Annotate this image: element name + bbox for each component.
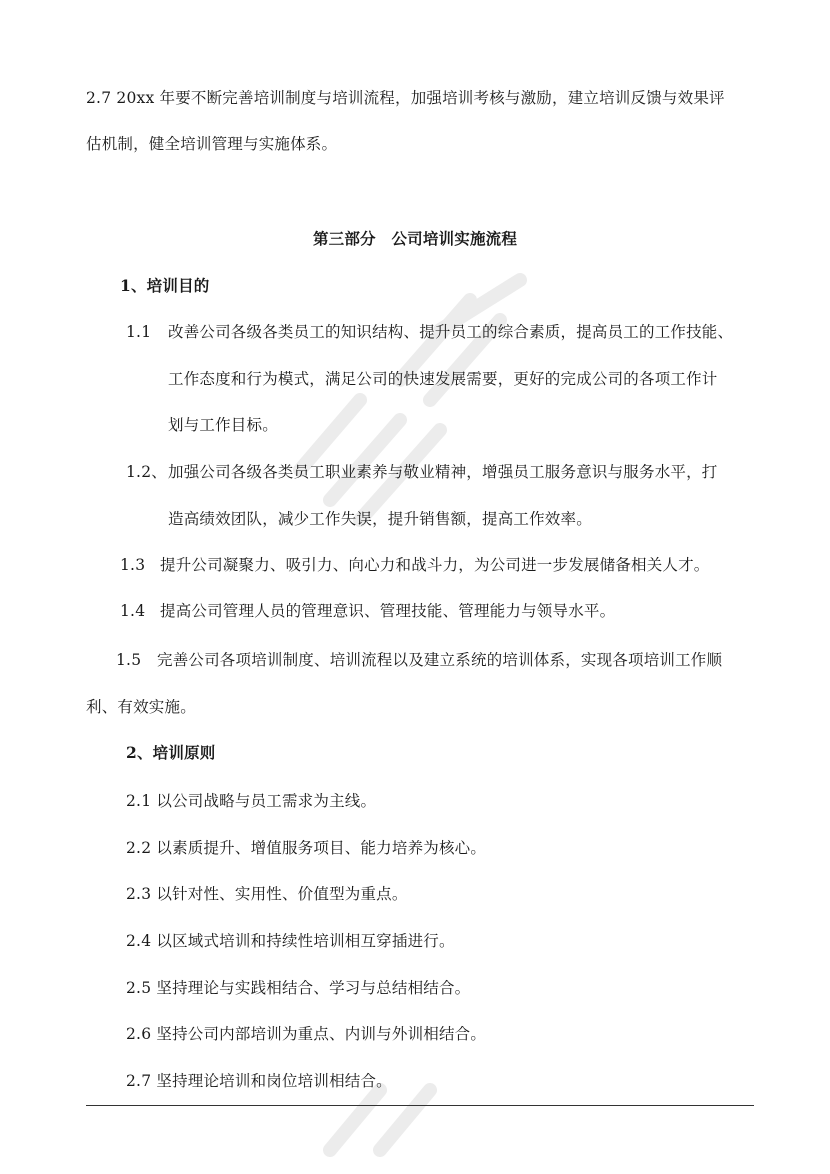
item-1-3-number: 1.3 — [120, 556, 146, 574]
item-1-4-line-1: 提高公司管理人员的管理意识、管理技能、管理能力与领导水平。 — [160, 602, 616, 620]
heading-training-principles: 2、培训原则 — [126, 743, 216, 762]
item-1-2-line-2: 造高绩效团队，减少工作失误，提升销售额，提高工作效率。 — [168, 510, 592, 528]
principle-2-7: 2.7 坚持理论培训和岗位培训相结合。 — [126, 1072, 392, 1090]
item-1-4-number: 1.4 — [120, 602, 146, 620]
item-1-2-number: 1.2、 — [126, 463, 167, 481]
item-1-5-line-1: 完善公司各项培训制度、培训流程以及建立系统的培训体系，实现各项培训工作顺 — [157, 651, 723, 669]
principle-2-6: 2.6 坚持公司内部培训为重点、内训与外训相结合。 — [126, 1025, 487, 1043]
principle-2-2: 2.2 以素质提升、增值服务项目、能力培养为核心。 — [126, 839, 487, 857]
item-1-1-number: 1.1 — [126, 323, 152, 341]
principle-2-3: 2.3 以针对性、实用性、价值型为重点。 — [126, 885, 408, 903]
item-1-3-line-1: 提升公司凝聚力、吸引力、向心力和战斗力，为公司进一步发展储备相关人才。 — [160, 556, 710, 574]
item-1-1-line-1: 改善公司各级各类员工的知识结构、提升员工的综合素质，提高员工的工作技能、 — [168, 323, 734, 341]
principle-2-4: 2.4 以区域式培训和持续性培训相互穿插进行。 — [126, 932, 455, 950]
heading-training-purpose: 1、培训目的 — [120, 276, 210, 295]
item-1-5-number: 1.5 — [116, 651, 142, 669]
principle-2-5: 2.5 坚持理论与实践相结合、学习与总结相结合。 — [126, 979, 471, 997]
item-1-2-line-1: 加强公司各级各类员工职业素养与敬业精神，增强员工服务意识与服务水平，打 — [168, 463, 718, 481]
section-title: 第三部分 公司培训实施流程 — [312, 229, 518, 248]
item-1-5-line-2: 利、有效实施。 — [86, 698, 196, 716]
principle-2-1: 2.1 以公司战略与员工需求为主线。 — [126, 792, 377, 810]
paragraph-2-7-line-2: 估机制，健全培训管理与实施体系。 — [86, 135, 338, 153]
item-1-1-line-2: 工作态度和行为模式，满足公司的快速发展需要，更好的完成公司的各项工作计 — [168, 370, 718, 388]
item-1-1-line-3: 划与工作目标。 — [168, 416, 278, 434]
footer-divider — [86, 1105, 754, 1106]
paragraph-2-7-line-1: 2.7 20xx 年要不断完善培训制度与培训流程，加强培训考核与激励，建立培训反馈与效果评 — [86, 89, 725, 107]
